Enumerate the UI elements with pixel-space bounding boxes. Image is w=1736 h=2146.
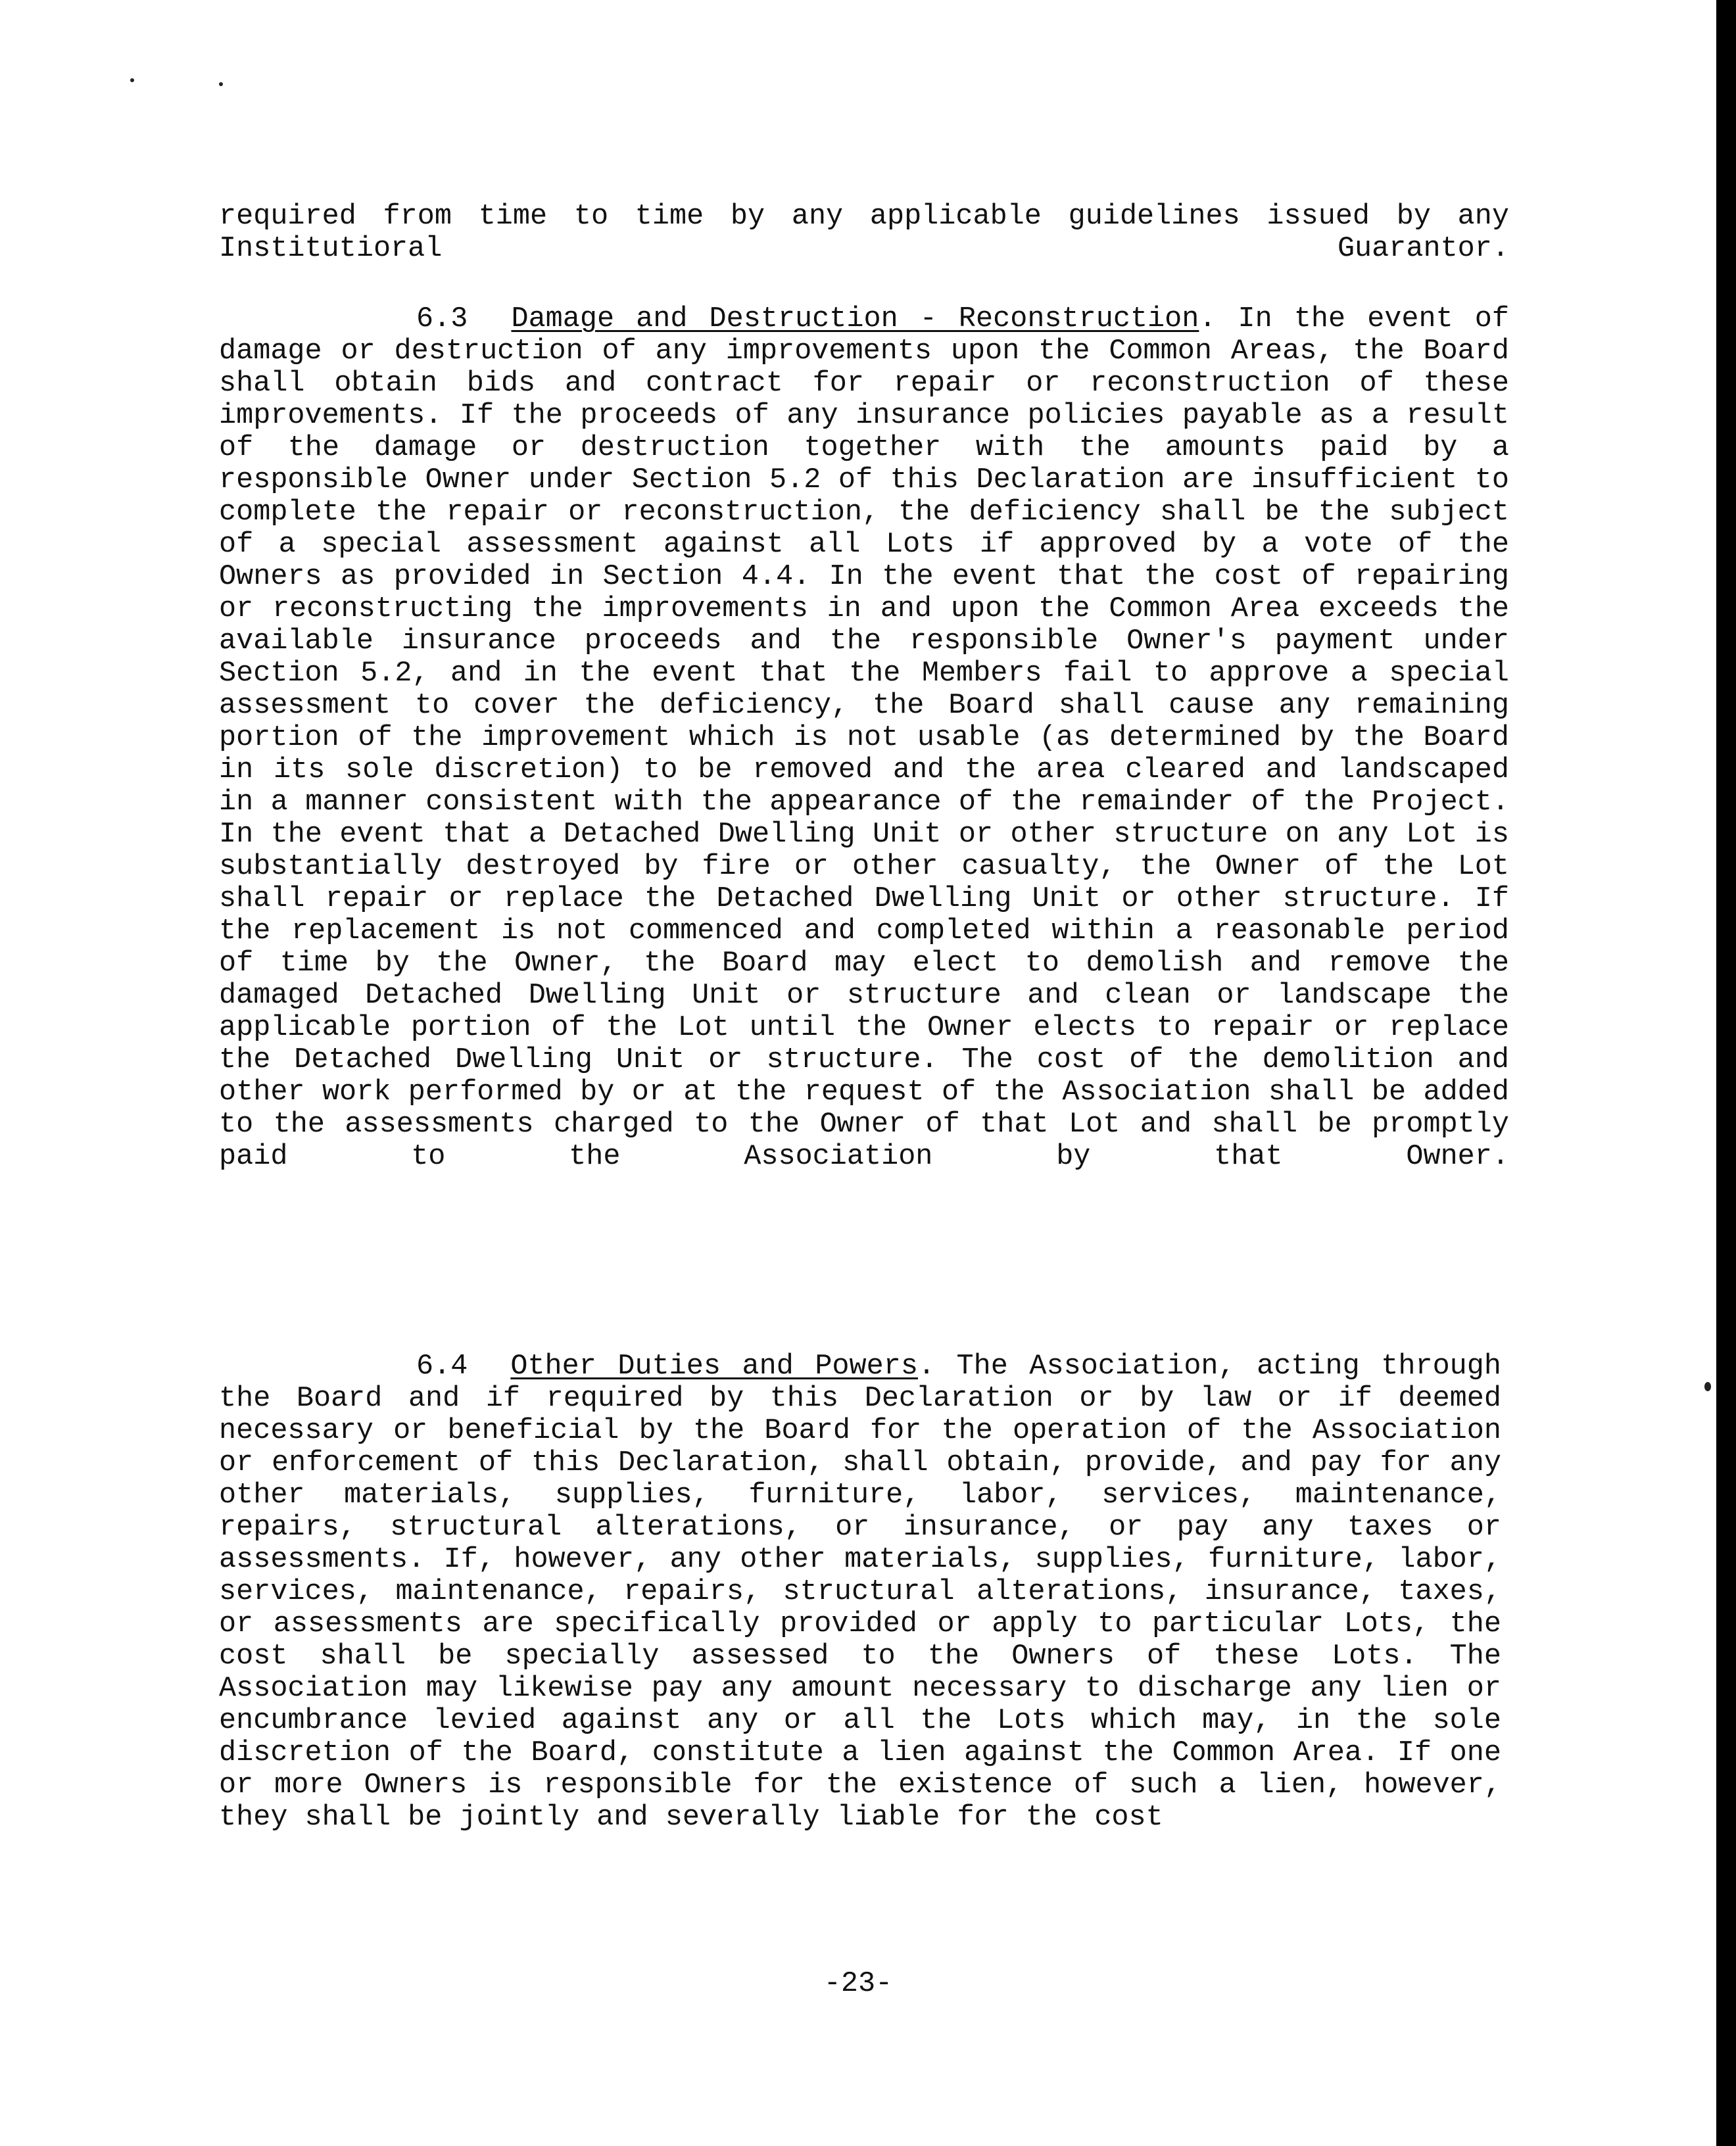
section-6-4-paragraph — [219, 1350, 1501, 1834]
section-6-4-number: 6.4 — [416, 1350, 468, 1383]
scan-speck-3 — [1704, 1382, 1711, 1391]
page-number: -23- — [823, 1968, 893, 2000]
scan-edge-band — [1716, 0, 1736, 2146]
section-6-3-paragraph — [219, 303, 1509, 1173]
section-6-4-heading: Other Duties and Powers — [510, 1350, 918, 1383]
scan-speck-1 — [130, 78, 134, 82]
section-6-3-number: 6.3 — [416, 303, 468, 335]
intro-paragraph — [219, 201, 1509, 265]
section-6-3-body: . In the event of damage or destruction of any improvements upon the Common Areas, the Board shall obtain bids and contract for repair or reconstruction of these improvements. If the proceeds of any insurance policies payable as a result of the damage or destruction together with the amounts paid by a responsible Owner under Section 5.2 of this Declaration are insufficient to complete the repair or reconstruction, the deficiency shall be the subject of a special assessment against all Lots if approved by a vote of the Owners as provided in Section 4.4. In the event that the cost of repairing or reconstructing the improvements in and upon the Common Area exceeds the available insurance proceeds and the responsible Owner's payment under Section 5.2, and in the event that the Members fail to approve a special assessment to cover the deficiency, the Board shall cause any remaining portion of the improvement which is not usable (as determined by the Board in its sole discretion) to be removed and the area cleared and landscaped in a manner consistent with the appearance of the remainder of the Project. In the event that a Detached Dwelling Unit or other structure on any Lot is substantially destroyed by fire or other casualty, the Owner of the Lot shall repair or replace the Detached Dwelling Unit or other structure. If the replacement is not commenced and completed within a reasonable period of time by the Owner, the Board may elect to demolish and remove the damaged Detached Dwelling Unit or structure and clean or landscape the applicable portion of the Lot until the Owner elects to repair or replace the Detached Dwelling Unit or structure. The cost of the demolition and other work performed by or at the request of the Association shall be added to the assessments charged to the Owner of that Lot and shall be promptly paid to the Association by that Owner. — [219, 303, 1509, 1173]
section-6-3-heading: Damage and Destruction - Reconstruction — [511, 303, 1199, 335]
intro-text: required from time to time by any applicable guidelines issued by any Institutioral Guarantor. — [219, 201, 1509, 265]
scan-speck-2 — [219, 82, 223, 86]
section-6-4-body: . The Association, acting through the Board and if required by this Declaration or by law or if deemed necessary or beneficial by the Board for the operation of the Association or enforcement of this Declaration, shall obtain, provide, and pay for any other materials, supplies, furniture, labor, services, maintenance, repairs, structural alterations, or insurance, or pay any taxes or assessments. If, however, any other materials, supplies, furniture, labor, services, maintenance, repairs, structural alterations, insurance, taxes, or assessments are specifically provided or apply to particular Lots, the cost shall be specially assessed to the Owners of these Lots. The Association may likewise pay any amount necessary to discharge any lien or encumbrance levied against any or all the Lots which may, in the sole discretion of the Board, constitute a lien against the Common Area. If one or more Owners is responsible for the existence of such a lien, however, they shall be jointly and severally liable for the cost — [219, 1350, 1501, 1834]
